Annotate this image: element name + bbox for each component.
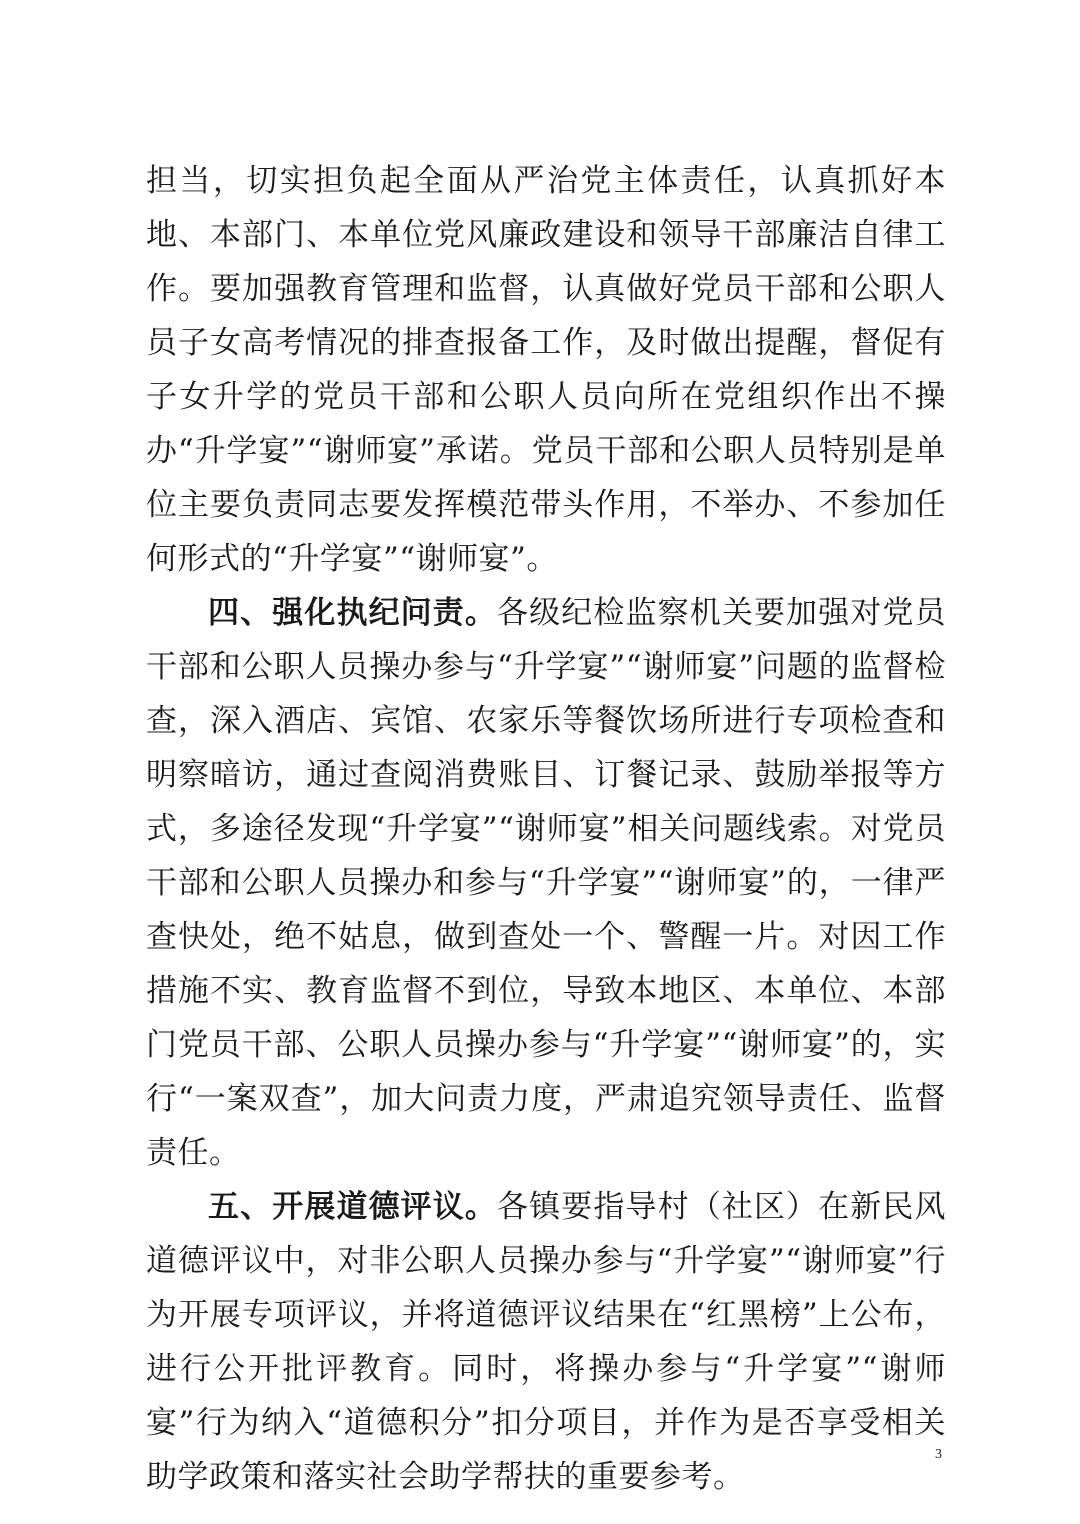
paragraph-section-four xyxy=(146,586,946,1180)
page-number: 3 xyxy=(935,1447,942,1462)
paragraph-text: 担当，切实担负起全面从严治党主体责任，认真抓好本地、本部门、本单位党风廉政建设和领导干部廉洁自律工作。要加强教育管理和监督，认真做好党员干部和公职人员子女高考情况的排查报备工作，及时做出提醒，督促有子女升学的党员干部和公职人员向所在党组织作出不操办“升学宴”“谢师宴”承诺。党员干部和公职人员特别是单位主要负责同志要发挥模范带头作用，不举办、不参加任何形式的“升学宴”“谢师宴”。 xyxy=(146,163,946,577)
paragraph-text: 各级纪检监察机关要加强对党员干部和公职人员操办参与“升学宴”“谢师宴”问题的监督检查，深入酒店、宾馆、农家乐等餐饮场所进行专项检查和明察暗访，通过查阅消费账目、订餐记录、鼓励举报等方式，多途径发现“升学宴”“谢师宴”相关问题线索。对党员干部和公职人员操办和参与“升学宴”“谢师宴”的，一律严查快处，绝不姑息，做到查处一个、警醒一片。对因工作措施不实、教育监督不到位，导致本地区、本单位、本部门党员干部、公职人员操办参与“升学宴”“谢师宴”的，实行“一案双查”，加大问责力度，严肃追究领导责任、监督责任。 xyxy=(146,595,947,1171)
paragraph-section-five xyxy=(146,1180,946,1504)
section-heading: 五、开展道德评议。 xyxy=(208,1189,498,1225)
document-body xyxy=(146,154,946,1504)
section-heading: 四、强化执纪问责。 xyxy=(208,595,498,631)
paragraph-text: 各镇要指导村（社区）在新民风道德评议中，对非公职人员操办参与“升学宴”“谢师宴”行为开展专项评议，并将道德评议结果在“红黑榜”上公布，进行公开批评教育。同时，将操办参与“升学宴”“谢师宴”行为纳入“道德积分”扣分项目，并作为是否享受相关助学政策和落实社会助学帮扶的重要参考。 xyxy=(146,1189,947,1495)
paragraph-continuation xyxy=(146,154,946,586)
